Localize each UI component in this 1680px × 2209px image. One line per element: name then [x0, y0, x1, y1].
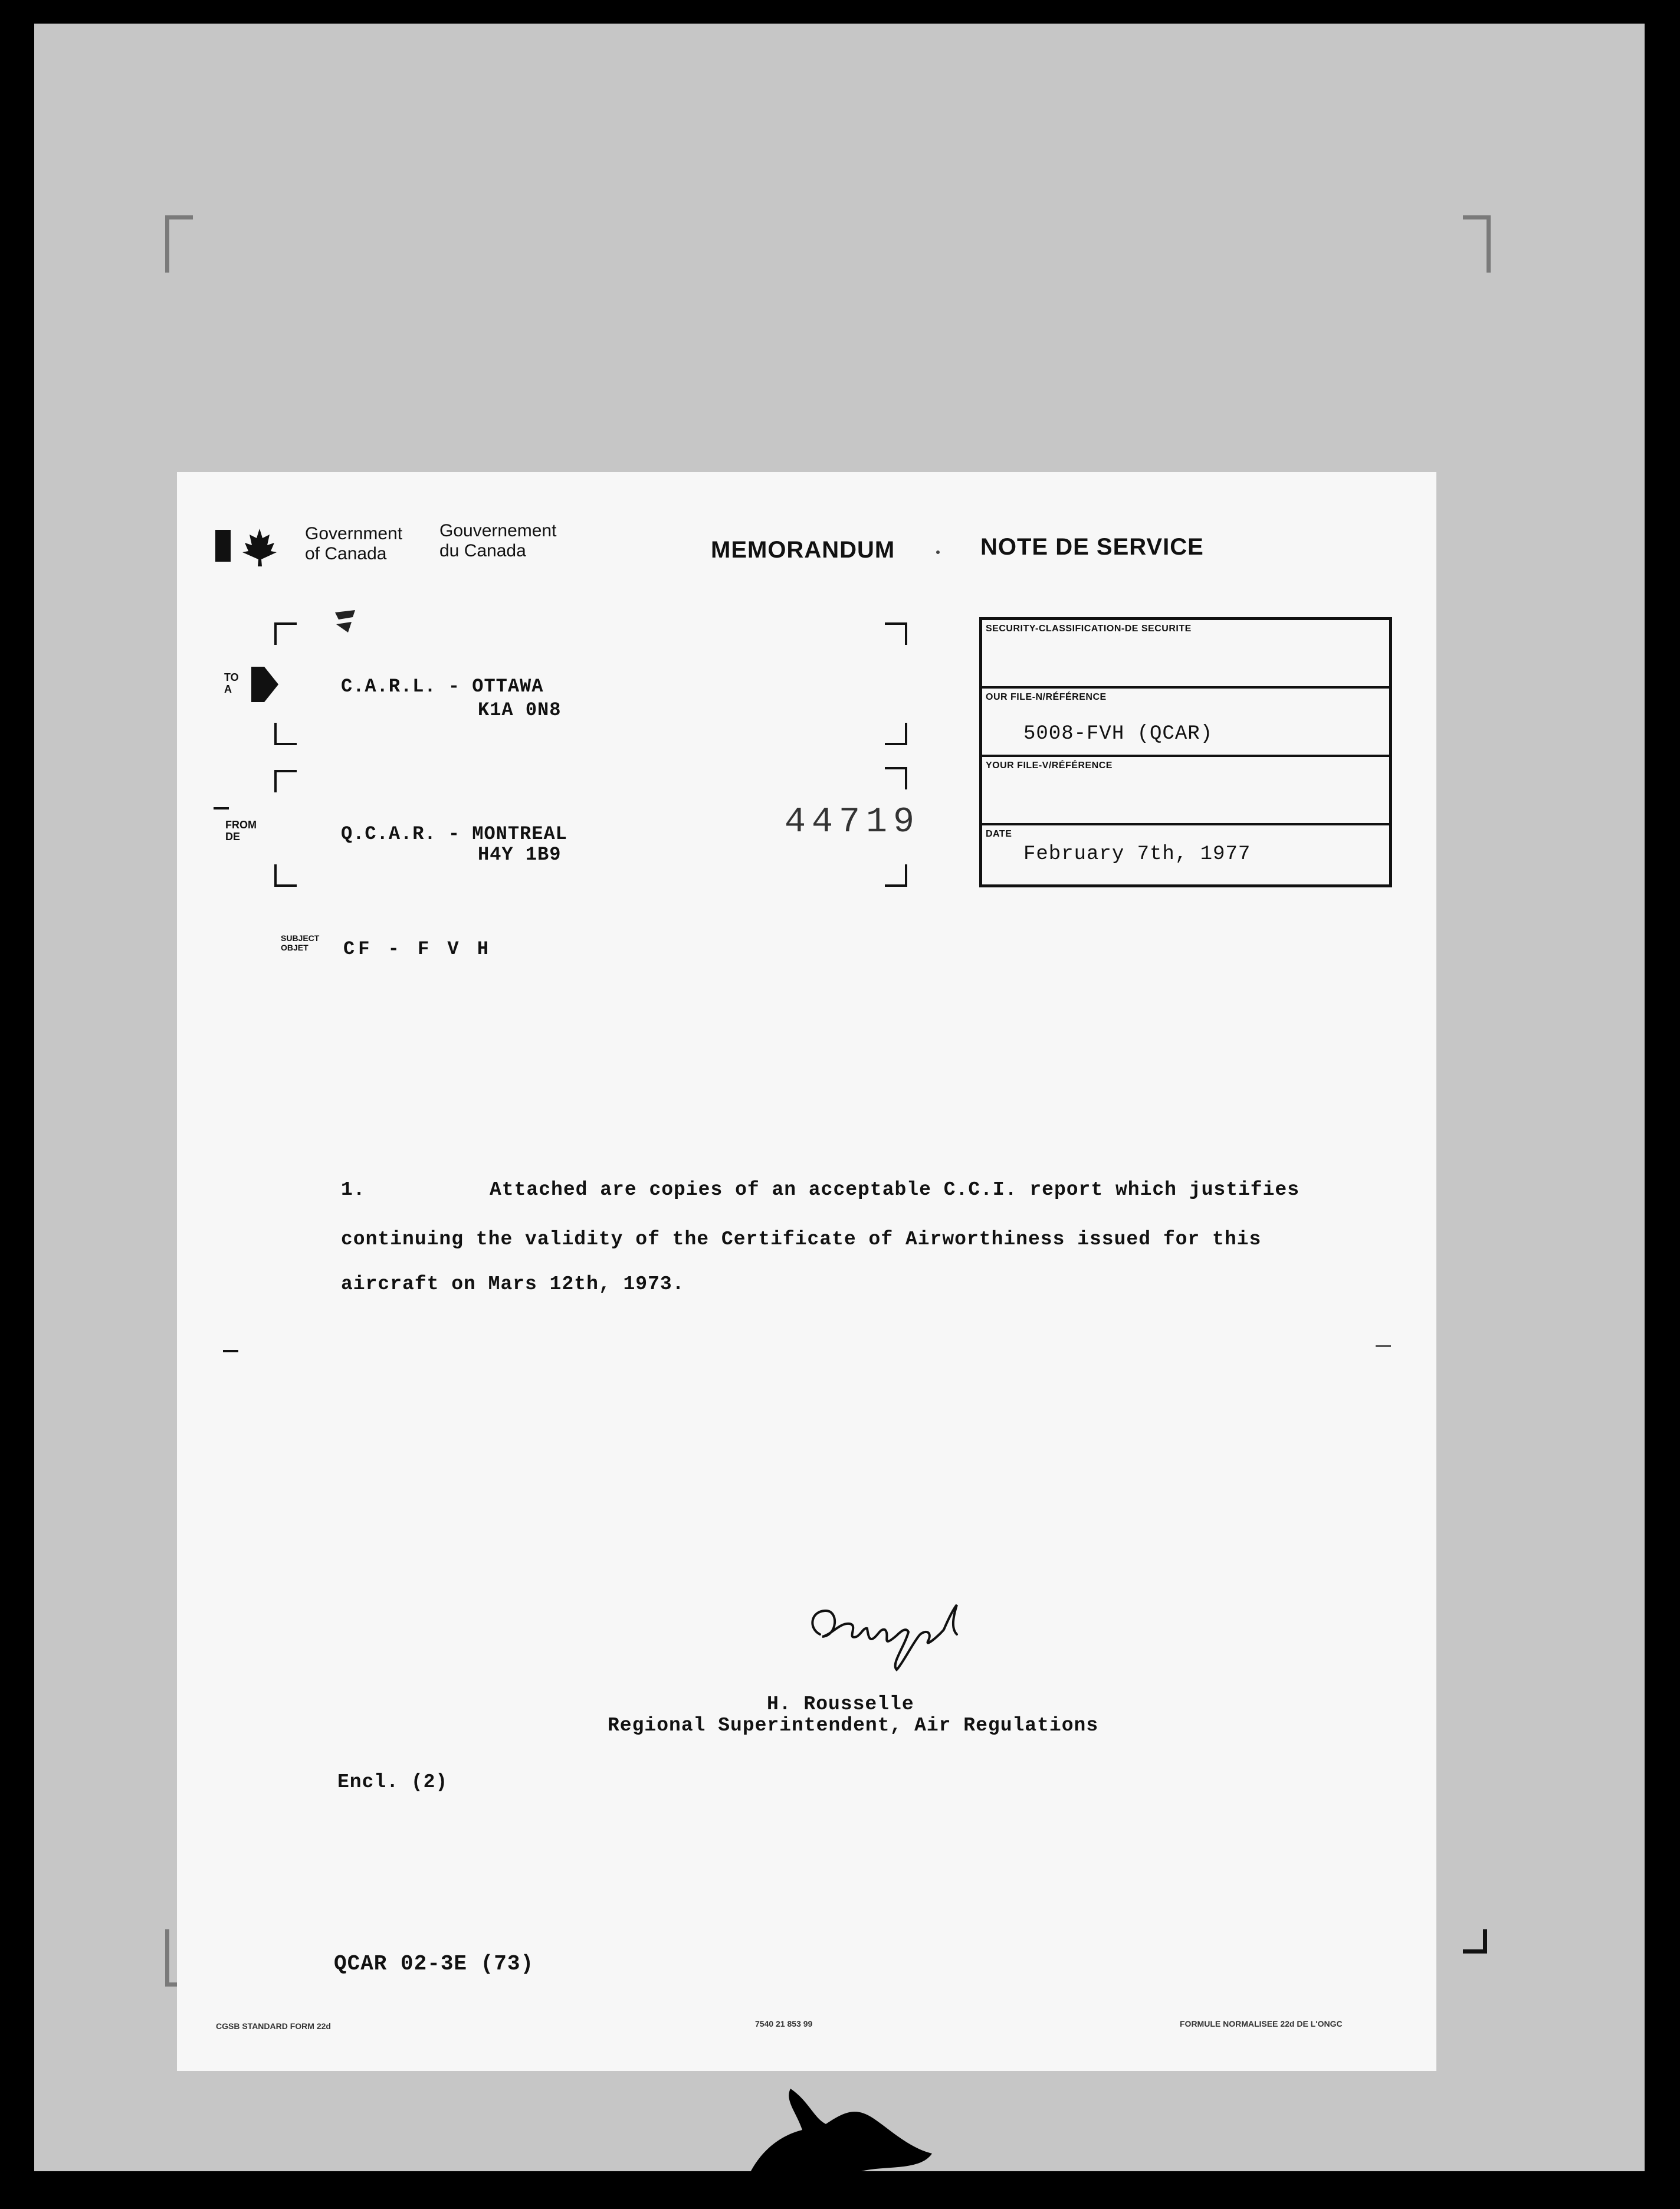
our-file-value: 5008-FVH (QCAR) [1023, 723, 1213, 745]
body-line-3: aircraft on Mars 12th, 1973. [341, 1273, 685, 1295]
note-de-service-title: NOTE DE SERVICE [980, 534, 1204, 560]
from-bracket-bottom-right [885, 864, 907, 887]
subject-label: SUBJECT OBJET [281, 933, 320, 952]
handwritten-signature-icon [802, 1593, 979, 1676]
security-classification-label: SECURITY-CLASSIFICATION-DE SECURITE [986, 624, 1192, 634]
security-classification-row [982, 620, 1389, 689]
government-of-canada-fr: Gouvernement du Canada [439, 521, 557, 561]
date-label: DATE [986, 829, 1012, 839]
footer-center: 7540 21 853 99 [755, 2019, 813, 2028]
signatory-title: Regional Superintendent, Air Regulations [608, 1715, 1099, 1736]
date-row [982, 825, 1389, 884]
body-line-1: Attached are copies of an acceptable C.C.I. report which justifies [490, 1179, 1300, 1201]
from-bracket-bottom-left [274, 864, 297, 887]
canada-flag-logo-icon [215, 525, 304, 566]
to-bracket-top-right [885, 622, 907, 645]
margin-dash-left [223, 1350, 238, 1352]
from-dash-mark [214, 807, 229, 809]
memorandum-sheet [177, 472, 1436, 2071]
to-arrow-icon [251, 661, 278, 708]
from-address-line2: H4Y 1B9 [478, 844, 562, 866]
to-bracket-bottom-right [885, 723, 907, 745]
our-file-label: OUR FILE-N/RÉFÉRENCE [986, 692, 1107, 702]
crop-mark-top-right [1463, 215, 1491, 273]
footer-left: CGSB STANDARD FORM 22d [216, 2021, 331, 2031]
photo-hand-shadow-icon [731, 2065, 944, 2195]
paragraph-number: 1. [341, 1179, 366, 1201]
date-value: February 7th, 1977 [1023, 843, 1251, 866]
crop-mark-bottom-right [1463, 1929, 1487, 1954]
from-bracket-top-right [885, 767, 907, 789]
margin-dash-right [1376, 1345, 1391, 1347]
to-address-line1: C.A.R.L. - OTTAWA [341, 676, 544, 697]
your-file-label: YOUR FILE-V/RÉFÉRENCE [986, 761, 1113, 771]
title-separator-dot [936, 550, 940, 554]
your-file-row [982, 757, 1389, 825]
to-label: TO A [224, 671, 239, 695]
ink-mark-icon [330, 609, 360, 644]
government-of-canada-en: Government of Canada [305, 524, 403, 563]
from-bracket-top-left [274, 770, 297, 792]
subject-value: CF - F V H [343, 938, 493, 960]
from-address-line1: Q.C.A.R. - MONTREAL [341, 823, 567, 845]
crop-mark-top-left [165, 215, 193, 273]
to-bracket-top-left [274, 622, 297, 645]
form-code: QCAR 02-3E (73) [334, 1952, 534, 1976]
to-address-line2: K1A 0N8 [478, 699, 562, 721]
signatory-name: H. Rousselle [767, 1693, 914, 1715]
reference-box [979, 617, 1392, 887]
memorandum-title: MEMORANDUM [711, 537, 895, 563]
stamp-number: 44719 [785, 802, 921, 843]
our-file-row [982, 689, 1389, 757]
to-bracket-bottom-left [274, 723, 297, 745]
enclosure-note: Encl. (2) [337, 1771, 448, 1793]
from-label: FROM DE [225, 819, 257, 843]
body-line-2: continuing the validity of the Certificate of Airworthiness issued for this [341, 1228, 1262, 1250]
footer-right: FORMULE NORMALISEE 22d DE L'ONGC [1180, 2019, 1343, 2028]
